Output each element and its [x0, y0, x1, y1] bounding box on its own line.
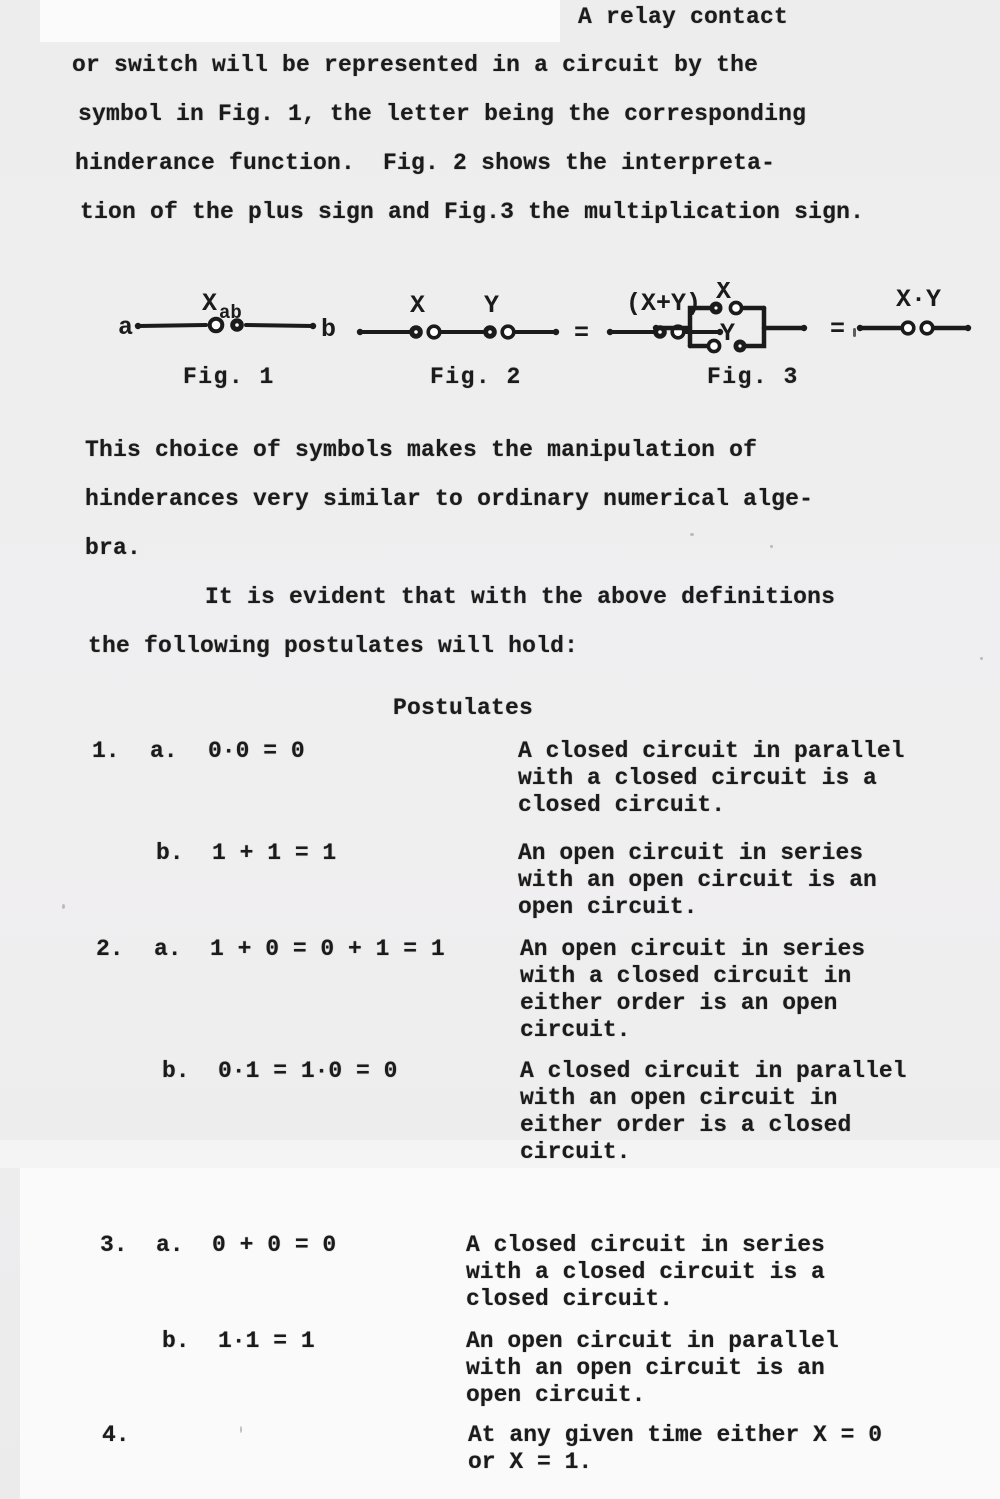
- postulate-letter: a.: [154, 936, 182, 962]
- paragraph-line: bra.: [85, 535, 142, 561]
- paragraph-line: hinderance function. Fig. 2 shows the interpreta-: [75, 150, 776, 176]
- fig1-terminal-b: b: [321, 315, 337, 344]
- postulate-number: 3.: [100, 1232, 128, 1258]
- postulate-number: 4.: [102, 1422, 130, 1448]
- terminal-dot-icon: [801, 325, 807, 331]
- contact-icon: [902, 322, 933, 334]
- scan-speck: [240, 1426, 242, 1433]
- fig1-label-x: X: [202, 289, 218, 318]
- postulate-letter: b.: [162, 1058, 190, 1084]
- terminal-dot-icon: [357, 329, 363, 335]
- postulates-heading: Postulates: [393, 695, 534, 721]
- terminal-dot-icon: [857, 325, 863, 331]
- fig1-terminal-a: a: [118, 313, 134, 342]
- scan-speck: [770, 545, 773, 548]
- postulate-formula: 1 + 0 = 0 + 1 = 1: [210, 936, 445, 962]
- paragraph-line: A relay contact: [578, 4, 789, 30]
- contact-icon: [483, 325, 514, 339]
- terminal-dot-icon: [135, 323, 141, 329]
- fig1-circuit-diagram: [116, 288, 346, 350]
- terminal-dot-icon: [553, 329, 559, 335]
- paragraph-line: tion of the plus sign and Fig.3 the multiplication sign.: [80, 199, 865, 225]
- fig2-caption: Fig. 2: [430, 364, 522, 390]
- postulate-formula: 0 + 0 = 0: [212, 1232, 337, 1258]
- postulate-letter: b.: [156, 840, 184, 866]
- postulate-formula: 0·1 = 1·0 = 0: [218, 1058, 398, 1084]
- postulate-description: A closed circuit in series with a closed circuit is a closed circuit.: [466, 1232, 825, 1312]
- fig3-label-y: Y: [720, 319, 736, 348]
- postulate-number: 1.: [92, 738, 120, 764]
- fig2-label-x: X: [410, 292, 426, 320]
- fig1-caption: Fig. 1: [183, 364, 275, 390]
- postulate-letter: a.: [156, 1232, 184, 1258]
- postulate-letter: b.: [162, 1328, 190, 1354]
- terminal-dot-icon: [653, 325, 659, 331]
- paragraph-line: the following postulates will hold:: [88, 633, 579, 659]
- terminal-dot-icon: [607, 329, 613, 335]
- postulate-description: At any given time either X = 0 or X = 1.: [468, 1422, 883, 1475]
- postulate-number: 2.: [96, 936, 124, 962]
- scan-speck: [62, 904, 65, 909]
- postulate-description: A closed circuit in parallel with an open circuit in either order is a closed circuit.: [520, 1058, 907, 1165]
- postulate-description: A closed circuit in parallel with a closed circuit is a closed circuit.: [518, 738, 905, 818]
- postulate-description: An open circuit in series with a closed circuit in either order is an open circuit.: [520, 936, 866, 1043]
- fig3-caption: Fig. 3: [707, 364, 799, 390]
- paragraph-line: hinderances very similar to ordinary numerical alge-: [85, 486, 814, 512]
- paragraph-line: or switch will be represented in a circuit by the: [72, 52, 759, 78]
- postulate-formula: 0·0 = 0: [208, 738, 305, 764]
- fig2-result-label: (X+Y): [626, 292, 702, 318]
- postulate-formula: 1·1 = 1: [218, 1328, 315, 1354]
- fig3-equals: =: [830, 315, 846, 344]
- fig3-circuit-diagram: [648, 282, 978, 362]
- wire: [138, 325, 313, 326]
- terminal-dot-icon: [310, 323, 316, 329]
- paragraph-line: It is evident that with the above definitions: [205, 584, 836, 610]
- scan-ink-mark: [853, 328, 856, 337]
- contact-icon: [409, 325, 440, 339]
- fig1-label-sub: ab: [219, 302, 242, 324]
- postulate-description: An open circuit in parallel with an open circuit is an open circuit.: [466, 1328, 839, 1408]
- fig3-label-x: X: [716, 282, 732, 306]
- fig2-equals: =: [574, 319, 590, 348]
- postulate-description: An open circuit in series with an open circuit is an open circuit.: [518, 840, 877, 920]
- paragraph-line: symbol in Fig. 1, the letter being the corresponding: [78, 101, 807, 127]
- fig3-result-label: X·Y: [896, 285, 942, 314]
- scan-speck: [690, 533, 694, 536]
- scan-speck: [980, 657, 983, 660]
- postulate-letter: a.: [150, 738, 178, 764]
- fig2-label-y: Y: [484, 292, 500, 320]
- paragraph-line: This choice of symbols makes the manipulation of: [85, 437, 758, 463]
- scan-light-patch: [40, 0, 560, 42]
- terminal-dot-icon: [965, 325, 971, 331]
- postulate-formula: 1 + 1 = 1: [212, 840, 337, 866]
